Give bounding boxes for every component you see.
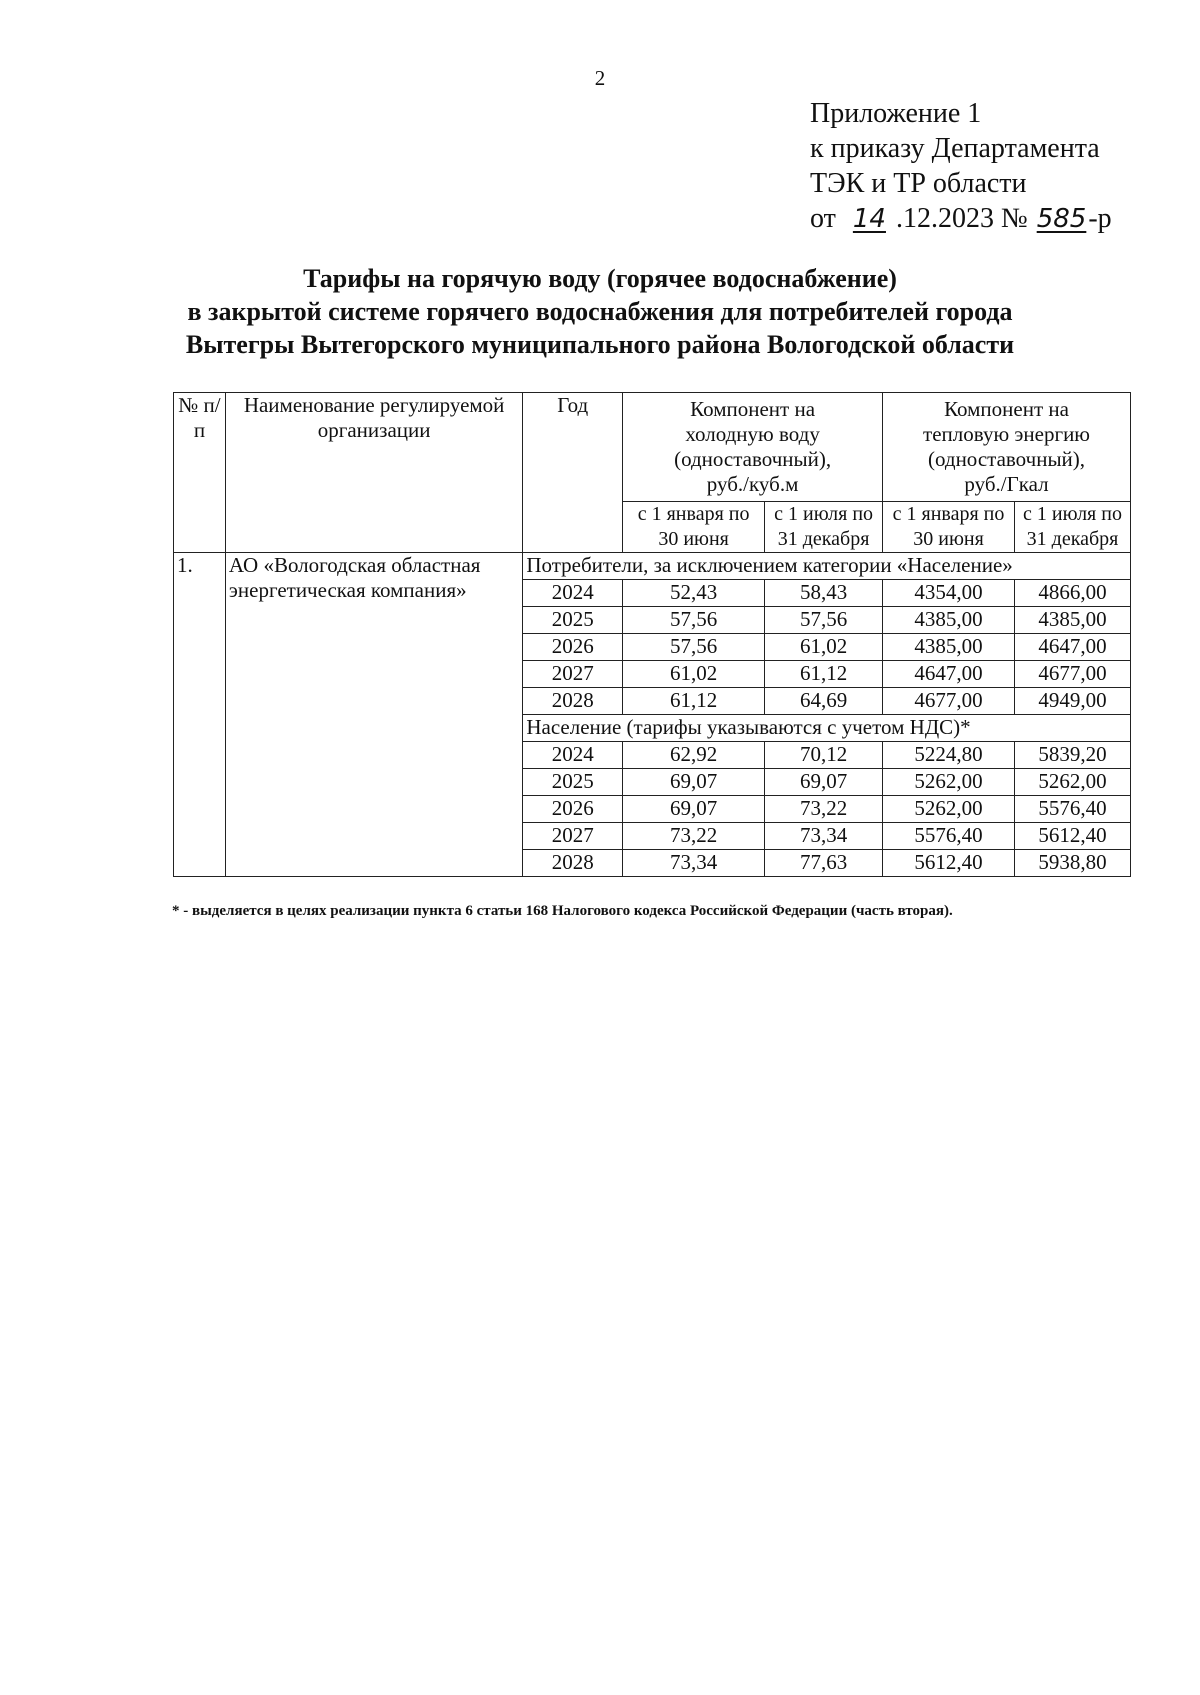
cell-heat-h1: 4677,00 [883,688,1015,715]
tariff-table [173,392,1131,877]
cell-cold-h2: 69,07 [765,769,883,796]
cell-heat-h1: 5224,80 [883,742,1015,769]
appendix-date-line [810,201,1112,237]
footnote: * - выделяется в целях реализации пункта 6 статьи 168 Налогового кодекса Российской Федерации (часть вторая). [172,903,953,919]
header-num: № п/п [174,393,226,553]
row-number: 1. [174,553,226,877]
header-period-h1: с 1 января по 30 июня [883,502,1015,553]
date-prefix: от [810,203,836,234]
cell-heat-h2: 4647,00 [1015,634,1131,661]
cell-year: 2025 [523,607,623,634]
cell-heat-h1: 4385,00 [883,634,1015,661]
cell-year: 2028 [523,850,623,877]
cell-heat-h2: 4677,00 [1015,661,1131,688]
cell-year: 2025 [523,769,623,796]
group-label-consumers: Потребители, за исключением категории «Население» [523,553,1131,580]
cell-heat-h2: 5839,20 [1015,742,1131,769]
cell-cold-h2: 64,69 [765,688,883,715]
group-label-population: Население (тарифы указываются с учетом НДС)* [523,715,1131,742]
header-period-h2: с 1 июля по 31 декабря [1015,502,1131,553]
header-period-h1: с 1 января по 30 июня [623,502,765,553]
cell-heat-h1: 5576,40 [883,823,1015,850]
cell-cold-h2: 73,34 [765,823,883,850]
cell-heat-h2: 5262,00 [1015,769,1131,796]
document-title [0,262,1200,361]
cell-heat-h1: 4647,00 [883,661,1015,688]
appendix-line: ТЭК и ТР области [810,168,1027,199]
title-line: Вытегры Вытегорского муниципального района Вологодской области [185,330,1015,359]
cell-cold-h2: 73,22 [765,796,883,823]
cell-cold-h1: 57,56 [623,634,765,661]
cell-cold-h2: 70,12 [765,742,883,769]
cell-cold-h2: 58,43 [765,580,883,607]
page-number: 2 [594,66,606,90]
header-heat-energy: Компонент на тепловую энергию (одноставочный), руб./Гкал [883,393,1131,502]
title-line: в закрытой системе горячего водоснабжения для потребителей города [187,297,1013,326]
cell-heat-h1: 5262,00 [883,796,1015,823]
cell-cold-h1: 52,43 [623,580,765,607]
appendix-line: к приказу Департамента [810,133,1100,164]
cell-heat-h1: 5612,40 [883,850,1015,877]
cell-heat-h2: 5938,80 [1015,850,1131,877]
cell-heat-h2: 5612,40 [1015,823,1131,850]
cell-year: 2028 [523,688,623,715]
header-year: Год [523,393,623,553]
title-line: Тарифы на горячую воду (горячее водоснабжение) [303,264,897,293]
date-rest: .12.2023 № [895,203,1028,234]
cell-cold-h1: 69,07 [623,769,765,796]
handwritten-order-number: 585 [1036,204,1087,234]
cell-heat-h2: 4866,00 [1015,580,1131,607]
cell-heat-h1: 4385,00 [883,607,1015,634]
cell-cold-h1: 73,34 [623,850,765,877]
header-period-h2: с 1 июля по 31 декабря [765,502,883,553]
cell-cold-h1: 57,56 [623,607,765,634]
cell-heat-h2: 5576,40 [1015,796,1131,823]
cell-year: 2026 [523,796,623,823]
cell-heat-h2: 4385,00 [1015,607,1131,634]
cell-cold-h2: 61,12 [765,661,883,688]
cell-cold-h1: 61,12 [623,688,765,715]
cell-cold-h2: 77,63 [765,850,883,877]
cell-heat-h1: 4354,00 [883,580,1015,607]
cell-year: 2026 [523,634,623,661]
handwritten-day: 14 [852,204,886,234]
organization-name: АО «Вологодская областная энергетическая компания» [225,553,522,877]
order-suffix: -р [1088,203,1112,234]
cell-cold-h1: 61,02 [623,661,765,688]
cell-year: 2024 [523,742,623,769]
appendix-block [810,96,1112,237]
cell-year: 2027 [523,823,623,850]
header-org: Наименование регулируемой организации [225,393,522,553]
cell-cold-h1: 62,92 [623,742,765,769]
cell-cold-h1: 69,07 [623,796,765,823]
cell-heat-h1: 5262,00 [883,769,1015,796]
cell-cold-h2: 57,56 [765,607,883,634]
cell-cold-h2: 61,02 [765,634,883,661]
appendix-line: Приложение 1 [810,98,982,129]
cell-heat-h2: 4949,00 [1015,688,1131,715]
header-cold-water: Компонент на холодную воду (одноставочный), руб./куб.м [623,393,883,502]
cell-year: 2027 [523,661,623,688]
cell-year: 2024 [523,580,623,607]
cell-cold-h1: 73,22 [623,823,765,850]
